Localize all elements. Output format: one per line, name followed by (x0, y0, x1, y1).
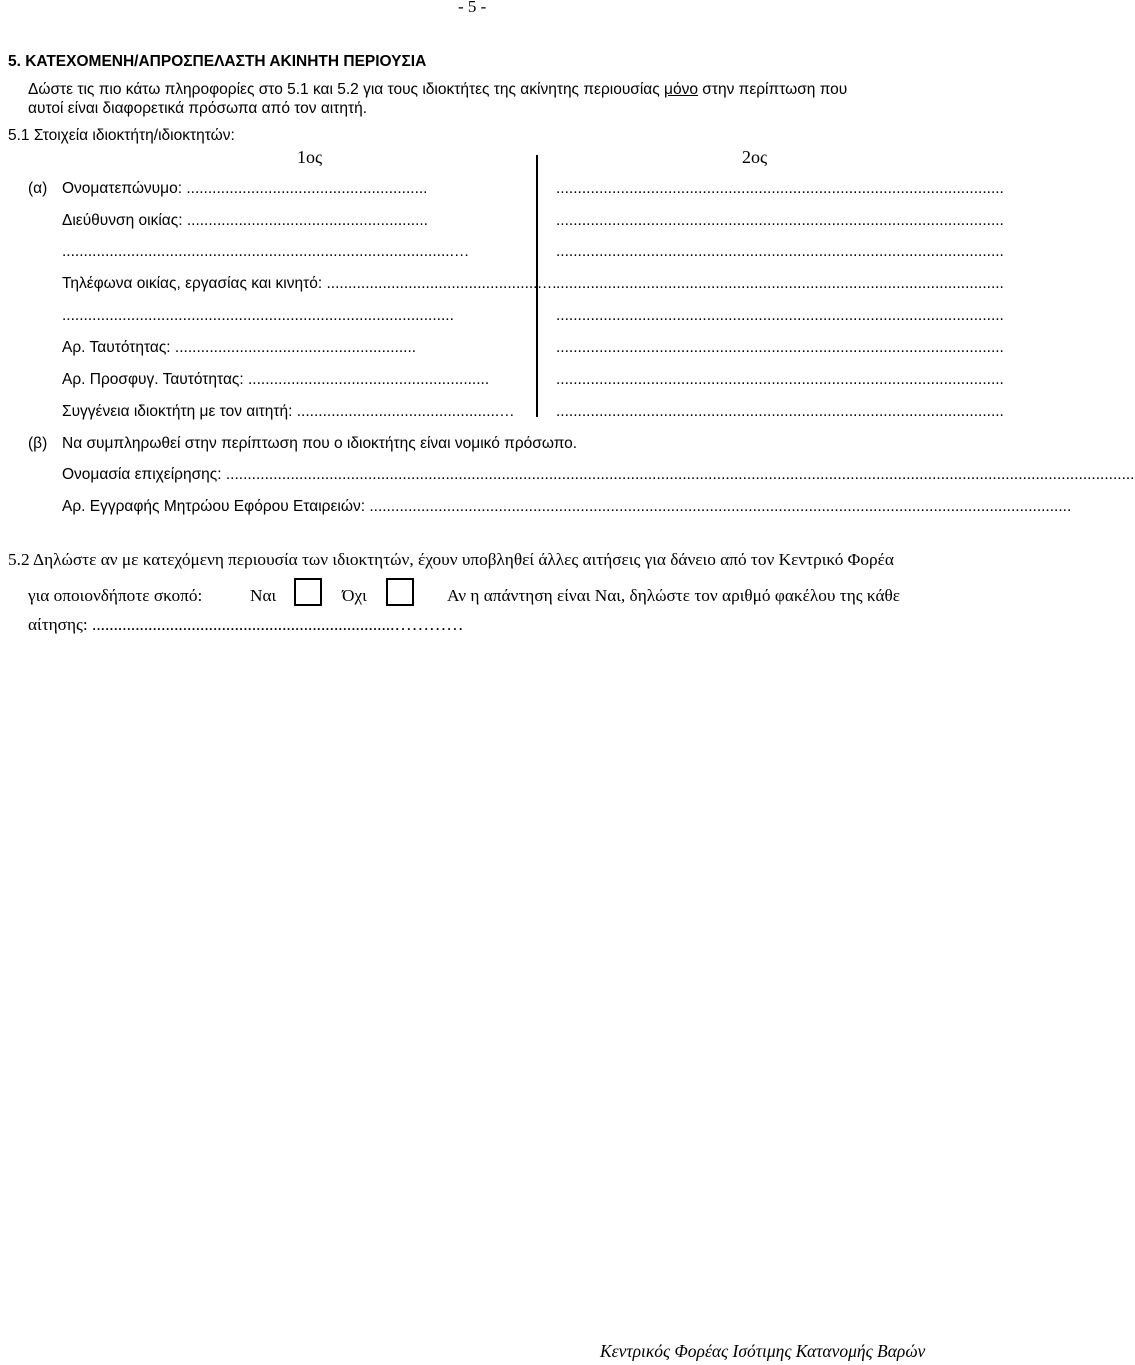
intro-text-after: στην περίπτωση που (697, 81, 848, 98)
field-row-address (62, 213, 527, 229)
section-intro-line1 (28, 82, 847, 98)
section-title: 5. ΚΑΤΕΧΟΜΕΝΗ/ΑΠΡΟΣΠΕΛΑΣΤΗ ΑΚΙΝΗΤΗ ΠΕΡΙΟΥΣΙΑ (8, 53, 427, 70)
if-yes-instruction: Αν η απάντηση είναι Ναι, δηλώστε τον αριθμό φακέλου της κάθε (447, 586, 901, 605)
application-numbers-input[interactable]: αίτησης: ......................................................................………… (28, 615, 464, 634)
page-number: - 5 - (458, 0, 487, 16)
column-header-owner-1: 1ος (297, 147, 323, 167)
registry-number-label: Αρ. Εγγραφής Μητρώου Εφόρου Εταιρειών: (62, 498, 370, 515)
registry-number-row (62, 498, 1072, 515)
yes-label: Ναι (250, 586, 277, 605)
owner2-address-input[interactable]: ........................................................................................................ (556, 212, 1004, 229)
owner1-address-continued-input[interactable]: ...........................................................................................… (62, 243, 470, 260)
owner2-address-continued-input[interactable]: ........................................................................................................ (556, 243, 1004, 260)
column-header-owner-2: 2ος (742, 147, 768, 167)
registry-number-input[interactable]: ................................................................................................................................................................... (369, 498, 1072, 515)
field-row-refugee-id (62, 372, 527, 388)
field-row-phones (62, 275, 558, 292)
owner1-refugee-id-input[interactable]: ........................................................ (248, 371, 490, 388)
company-name-input[interactable]: ................................................................................................................................................................................................................... (225, 466, 1135, 483)
intro-underlined-word: μόνο (664, 81, 698, 98)
owner2-phones-continued-input[interactable]: ........................................................................................................ (556, 307, 1004, 324)
field-label: Αρ. Ταυτότητας: (62, 339, 175, 356)
part-b-instruction: Να συμπληρωθεί στην περίπτωση που ο ιδιοκτήτης είναι νομικό πρόσωπο. (62, 435, 578, 452)
owner2-refugee-id-input[interactable]: ........................................................................................................ (556, 371, 1004, 388)
owner2-name-input[interactable]: ........................................................................................................ (556, 180, 1004, 197)
subsection-5-1-heading: 5.1 Στοιχεία ιδιοκτήτη/ιδιοκτητών: (8, 127, 235, 144)
field-row-relationship (62, 404, 527, 420)
section-intro-line2: αυτοί είναι διαφορετικά πρόσωπα από τον αιτητή. (28, 100, 368, 117)
purpose-label: για οποιονδήποτε σκοπό: (28, 586, 203, 605)
field-label: Ονοματεπώνυμο: (62, 180, 187, 197)
field-row-name (62, 181, 527, 197)
owner1-id-input[interactable]: ........................................................ (174, 339, 417, 356)
field-label: Συγγένεια ιδιοκτήτη με τον αιτητή: (62, 403, 297, 420)
owner1-phones-continued-input[interactable]: ........................................................................................... (62, 307, 454, 324)
owner2-id-input[interactable]: ........................................................................................................ (556, 339, 1004, 356)
owner1-phones-input[interactable]: ..................................................… (326, 275, 558, 292)
no-checkbox[interactable] (386, 578, 414, 606)
footer-organization: Κεντρικός Φορέας Ισότιμης Κατανομής Βαρών (600, 1341, 926, 1361)
owner1-relationship-input[interactable]: ...............................................… (296, 403, 515, 420)
field-label: Αρ. Προσφυγ. Ταυτότητας: (62, 371, 248, 388)
owner1-address-input[interactable]: ........................................................ (186, 212, 428, 229)
part-a-marker: (α) (28, 180, 48, 197)
yes-checkbox[interactable] (294, 578, 322, 606)
owner1-name-input[interactable]: ........................................................ (186, 180, 428, 197)
field-label: Τηλέφωνα οικίας, εργασίας και κινητό: (62, 275, 327, 292)
field-label: Διεύθυνση οικίας: (62, 212, 187, 229)
subsection-5-2-question: 5.2 Δηλώστε αν με κατεχόμενη περιουσία των ιδιοκτητών, έχουν υποβληθεί άλλες αιτήσεις για δάνειο από τον Κεντρικό Φορέα (8, 550, 894, 569)
company-name-row (62, 466, 1135, 483)
owner2-phones-input[interactable]: ........................................................................................................ (556, 275, 1004, 292)
field-row-id-number (62, 340, 527, 356)
part-b-marker: (β) (28, 435, 48, 452)
no-label: Όχι (342, 586, 367, 605)
intro-text-before: Δώστε τις πιο κάτω πληροφορίες στο 5.1 και 5.2 για τους ιδιοκτήτες της ακίνητης περιουσίας (28, 81, 665, 98)
owner2-relationship-input[interactable]: ........................................................................................................ (556, 403, 1004, 420)
company-name-label: Ονομασία επιχείρησης: (62, 466, 226, 483)
